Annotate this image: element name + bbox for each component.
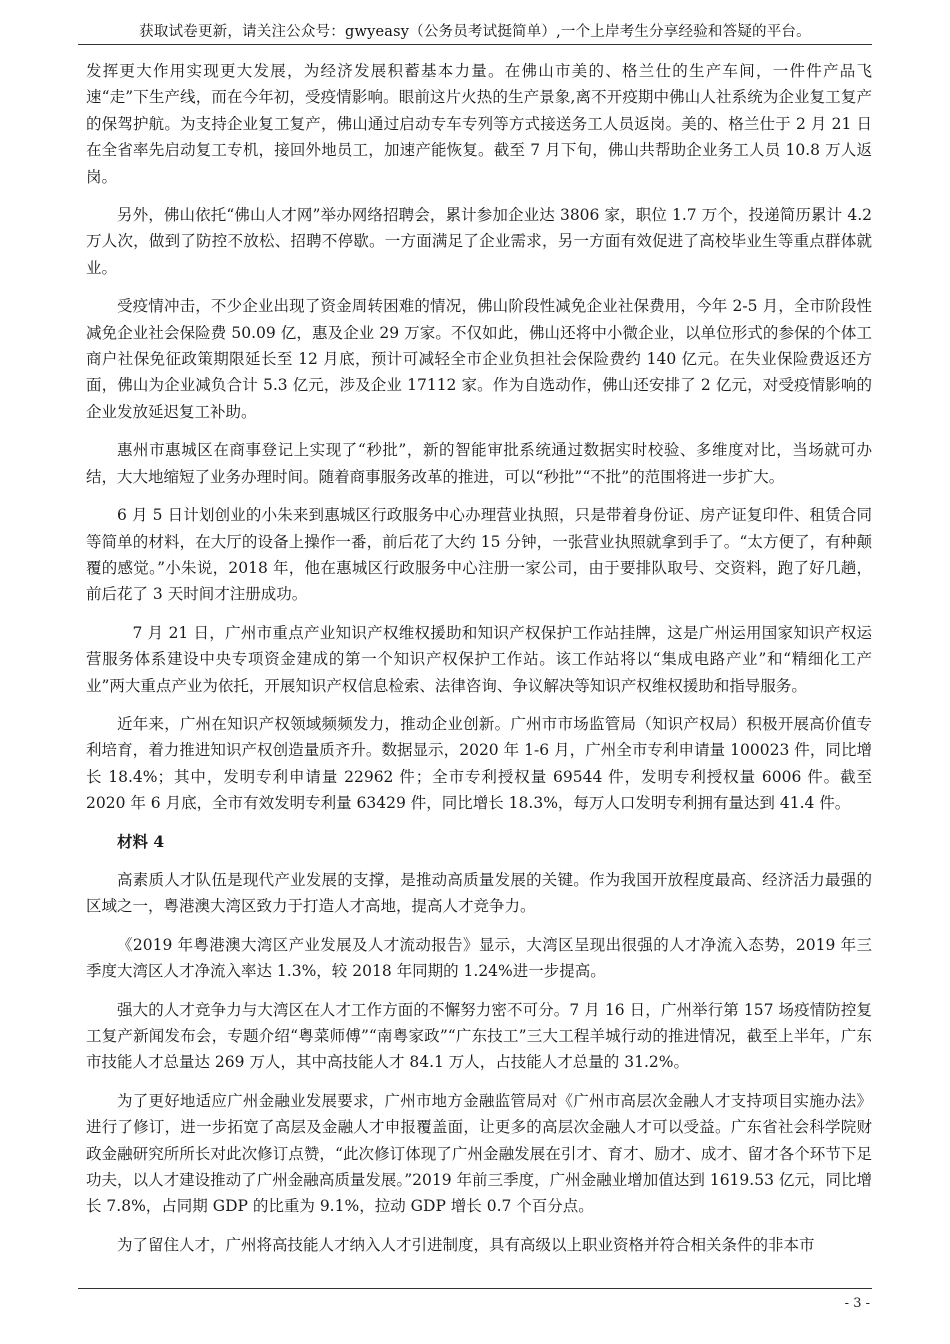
paragraph-talent-highland: 高素质人才队伍是现代产业发展的支撑，是推动高质量发展的关键。作为我国开放程度最高、经济活力最强的区域之一，粤港澳大湾区致力于打造人才高地，提高人才竞争力。 [86,870,872,916]
header-divider [78,44,872,45]
paragraph-skilled-talent: 强大的人才竞争力与大湾区在人才工作方面的不懈努力密不可分。7 月 16 日，广州举行第 157 场疫情防控复工复产新闻发布会，专题介绍“粤菜师傅”“南粤家政”“广东技工”三大工程羊城行动的推进情况，截至上半年，广东市技能人才总量达 269 万人，其中高技能人才 84.1 万人，占技能人才总量的 31.2%。 [86,1000,872,1072]
paragraph-retain-talent: 为了留住人才，广州将高技能人才纳入人才引进制度，具有高级以上职业资格并符合相关条件的非本市 [117,1235,815,1254]
section-heading-material-4: 材料 4 [117,831,165,851]
page-number: - 3 - [844,1296,870,1311]
paragraph-guangzhou-ip-station: 7 月 21 日，广州市重点产业知识产权维权援助和知识产权保护工作站挂牌，这是广州运用国家知识产权运营服务体系建设中央专项资金建成的第一个知识产权保护工作站。该工作站将以“集成电路产业”和“精细化工产业”两大重点产业为依托，开展知识产权信息检索、法律咨询、争议解决等知识产权维权援助和指导服务。 [86,623,872,695]
paragraph-financial-talent: 为了更好地适应广州金融业发展要求，广州市地方金融监管局对《广州市高层次金融人才支持项目实施办法》进行了修订，进一步拓宽了高层及金融人才申报覆盖面，让更多的高层次金融人才可以受益。广东省社会科学院财政金融研究所所长对此次修订点赞，“此次修订体现了广州金融发展在引才、育才、励才、成才、留才各个环节下足功夫，以人才建设推动了广州金融高质量发展。”2019 年前三季度，广州金融业增加值达到 1619.53 亿元，同比增长 7.8%，占同期 GDP 的比重为 9.1%，拉动 GDP 增长 0.7 个百分点。 [86,1091,872,1216]
paragraph-huizhou-instant-approval: 惠州市惠城区在商事登记上实现了“秒批”，新的智能审批系统通过数据实时校验、多维度对比，当场就可办结，大大地缩短了业务办理时间。随着商事服务改革的推进，可以“秒批”“不批”的范围将进一步扩大。 [86,441,872,486]
footer-divider [78,1288,872,1289]
paragraph-foshan-online-recruitment: 另外，佛山依托“佛山人才网”举办网络招聘会，累计参加企业达 3806 家，职位 1.7 万个，投递简历累计 4.2 万人次，做到了防控不放松、招聘不停歇。一方面满足了企业需求，另一方面有效促进了高校毕业生等重点群体就业。 [86,206,872,277]
document-body [86,58,872,1270]
paragraph-guangzhou-patents: 近年来，广州在知识产权领域频频发力，推动企业创新。广州市市场监管局（知识产权局）积极开展高价值专利培育，着力推进知识产权创造量质齐升。数据显示，2020 年 1-6 月，广州全市专利申请量 100023 件，同比增长 18.4%；其中，发明专利申请量 22962 件；全市专利授权量 69544 件，发明专利授权量 6006 件。截至 2020 年 6 月底，全市有效发明专利量 63429 件，同比增长 18.3%，每万人口发明专利拥有量达到 41.4 件。 [86,714,872,813]
paragraph-talent-flow-report: 《2019 年粤港澳大湾区产业发展及人才流动报告》显示，大湾区呈现出很强的人才净流入态势，2019 年三季度大湾区人才净流入率达 1.3%，较 2018 年同期的 1.24%进一步提高。 [86,935,872,981]
paragraph-foshan-social-insurance: 受疫情冲击，不少企业出现了资金周转困难的情况，佛山阶段性减免企业社保费用，今年 2-5 月，全市阶段性减免企业社会保险费 50.09 亿，惠及企业 29 万家。不仅如此，佛山还将中小微企业，以单位形式的参保的个体工商户社保免征政策期限延长至 12 月底，预计可减轻全市企业负担社会保险费约 140 亿元。在失业保险费返还方面，佛山为企业减负合计 5.3 亿元，涉及企业 17112 家。作为自选动作，佛山还安排了 2 亿元，对受疫情影响的企业发放延迟复工补助。 [86,297,872,421]
header-notice: 获取试卷更新，请关注公众号：gwyeasy（公务员考试挺简单）,一个上岸考生分享经验和答疑的平台。 [139,24,811,40]
paragraph-foshan-resumption: 发挥更大作用实现更大发展，为经济发展积蓄基本力量。在佛山市美的、格兰仕的生产车间，一件件产品飞速“走”下生产线，而在今年初，受疫情影响。眼前这片火热的生产景象,离不开疫期中佛山人社系统为企业复工复产的保驾护航。为支持企业复工复产，佛山通过启动专车专列等方式接送务工人员返岗。美的、格兰仕于 2 月 21 日在全省率先启动复工专机，接回外地员工，加速产能恢复。截至 7 月下旬，佛山共帮助企业务工人员 10.8 万人返岗。 [86,62,872,186]
paragraph-xiaozhu-license: 6 月 5 日计划创业的小朱来到惠城区行政服务中心办理营业执照，只是带着身份证、房产证复印件、租赁合同等简单的材料，在大厅的设备上操作一番，前后花了大约 15 分钟，一张营业执照就拿到手了。“太方便了，有种颠覆的感觉。”小朱说，2018 年，他在惠城区行政服务中心注册一家公司，由于要排队取号、交资料，跑了好几趟，前后花了 3 天时间才注册成功。 [86,506,872,604]
